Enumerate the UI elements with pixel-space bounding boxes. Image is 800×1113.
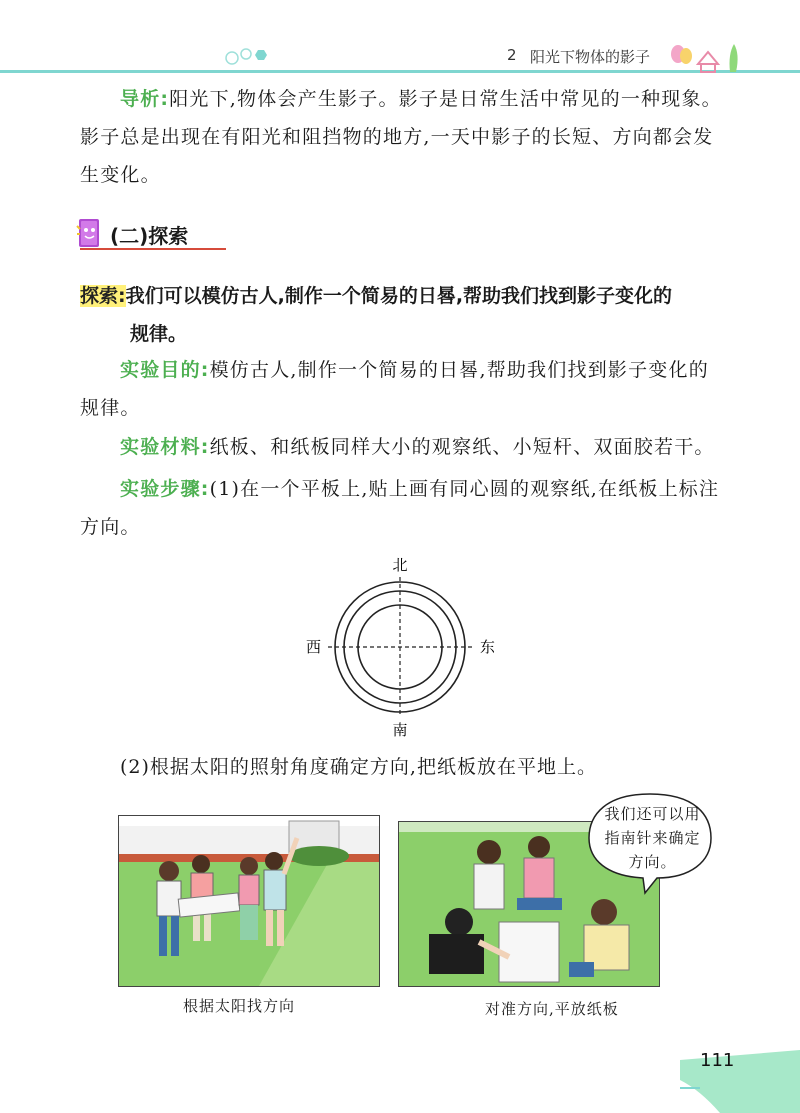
child-sitting-1 xyxy=(474,840,504,909)
east-label: 东 xyxy=(480,638,496,656)
chapter-number: 2 xyxy=(507,46,517,64)
explore-line1: 我们可以模仿古人,制作一个简易的日晷,帮助我们找到影子变化的 xyxy=(125,285,673,307)
speech-bubble-text: 我们还可以用指南针来确定方向。 xyxy=(604,805,701,871)
section-title: (二)探索 xyxy=(110,224,189,248)
photo2-caption: 对准方向,平放纸板 xyxy=(485,1000,619,1018)
page-number-band xyxy=(680,1040,800,1113)
explore-paragraph xyxy=(80,277,730,353)
header-bubbles-decoration xyxy=(220,40,280,70)
purpose-label: 实验目的: xyxy=(120,359,210,381)
butterfly-house-decoration-icon xyxy=(668,34,748,74)
purpose-text: 模仿古人,制作一个简易的日晷,帮助我们找到影子变化的规律。 xyxy=(80,359,709,419)
step1-text: (1)在一个平板上,贴上画有同心圆的观察纸,在纸板上标注方向。 xyxy=(80,478,720,538)
materials-paragraph xyxy=(80,428,725,466)
intro-label: 导析: xyxy=(120,88,170,110)
section-underline xyxy=(80,248,226,250)
steps-label: 实验步骤: xyxy=(120,478,210,500)
photo-children-finding-direction xyxy=(118,815,380,987)
materials-text: 纸板、和纸板同样大小的观察纸、小短杆、双面胶若干。 xyxy=(209,436,715,458)
concentric-circles-diagram xyxy=(290,555,510,740)
explore-label: 探索: xyxy=(80,285,126,307)
page-number: 111 xyxy=(700,1050,735,1071)
photo1-caption: 根据太阳找方向 xyxy=(183,997,296,1015)
west-label: 西 xyxy=(306,638,322,656)
steps-paragraph xyxy=(80,470,725,546)
purpose-paragraph xyxy=(80,351,725,427)
explore-line2: 规律。 xyxy=(130,323,188,345)
cardboard-on-ground xyxy=(499,922,559,982)
step2-text: (2)根据太阳的照射角度确定方向,把纸板放在平地上。 xyxy=(120,756,597,778)
intro-text: 阳光下,物体会产生影子。影子是日常生活中常见的一种现象。影子总是出现在有阳光和阻挡物的地方,一天中影子的长短、方向都会发生变化。 xyxy=(80,88,722,186)
materials-label: 实验材料: xyxy=(120,436,210,458)
intro-paragraph xyxy=(80,80,725,194)
south-label: 南 xyxy=(392,721,408,739)
chapter-title: 阳光下物体的影子 xyxy=(530,48,651,66)
north-label: 北 xyxy=(392,556,408,574)
book-icon xyxy=(75,216,105,250)
child-figure-3 xyxy=(239,857,259,940)
